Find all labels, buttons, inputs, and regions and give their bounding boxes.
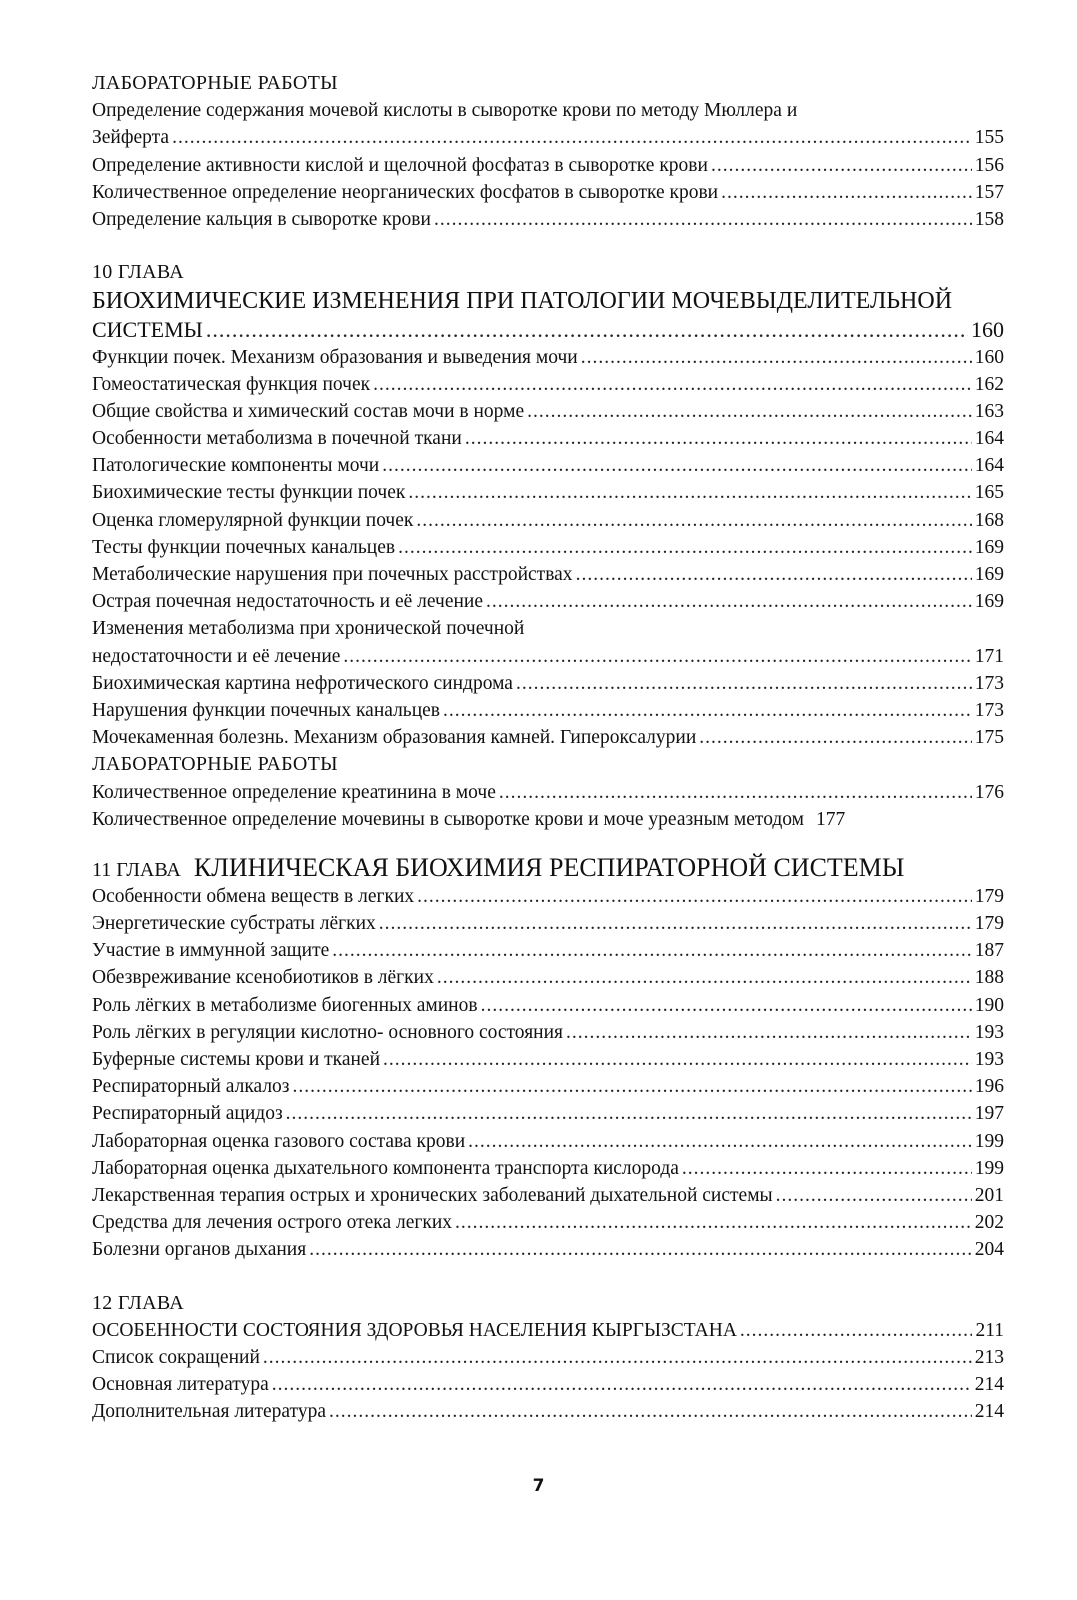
- entry-page: 164: [974, 428, 1004, 450]
- entry-title: Общие свойства и химический состав мочи в норме: [92, 400, 525, 422]
- entry-title: Дополнительная литература: [92, 1401, 326, 1423]
- entry-title: Гомеостатическая функция почек: [92, 373, 371, 395]
- section-gap: [92, 833, 1004, 853]
- entry-title: Мочекаменная болезнь. Механизм образования камней. Гипероксалурии: [92, 727, 697, 749]
- entry-page: 164: [974, 455, 1004, 477]
- toc-entry: [92, 206, 1004, 233]
- entry-title: Буферные системы крови и тканей: [92, 1049, 381, 1070]
- toc-entry: [92, 152, 1004, 179]
- entry-page: 157: [974, 181, 1004, 203]
- entry-page: 168: [974, 509, 1004, 531]
- table-of-contents: [92, 70, 1004, 1425]
- toc-entry: [92, 806, 1004, 833]
- entry-page: 176: [974, 781, 1004, 803]
- entry-title: Особенности метаболизма в почечной ткани: [92, 428, 462, 450]
- chapter-title: КЛИНИЧЕСКАЯ БИОХИМИЯ РЕСПИРАТОРНОЙ СИСТЕМЫ: [193, 852, 905, 882]
- page-number: 7: [532, 1476, 545, 1496]
- dot-leader: [332, 937, 971, 964]
- toc-entry: [92, 588, 1004, 615]
- entry-page: 193: [974, 1021, 1004, 1043]
- entry-title: Особенности обмена веществ в легких: [92, 885, 415, 907]
- dot-leader: [465, 425, 972, 452]
- dot-leader: [443, 697, 972, 724]
- entry-page: 169: [974, 591, 1004, 613]
- dot-leader: [373, 371, 972, 398]
- dot-leader: [516, 670, 972, 697]
- entry-page: 171: [974, 645, 1004, 667]
- dot-leader: [382, 452, 972, 479]
- entry-title: СИСТЕМЫ: [92, 317, 203, 343]
- entry-page: 160: [971, 317, 1004, 343]
- entry-title: Тесты функции почечных канальцев: [92, 536, 396, 558]
- toc-entry: [92, 479, 1004, 506]
- toc-entry: [92, 1209, 1004, 1236]
- entry-page: 169: [974, 564, 1004, 585]
- entry-title: Количественное определение мочевины в сыворотке крови и моче уреазным методом: [92, 808, 805, 830]
- dot-leader: [379, 910, 972, 937]
- entry-lead: Изменения метаболизма при хронической почечной: [92, 618, 525, 640]
- dot-leader: [206, 316, 968, 343]
- toc-entry: [92, 1344, 1004, 1371]
- toc-entry: [92, 534, 1004, 561]
- entry-title: Количественное определение неорганических фосфатов в сыворотке крови: [92, 181, 719, 203]
- dot-leader: [343, 643, 971, 670]
- entry-page: 188: [974, 967, 1004, 989]
- toc-entry: [92, 1398, 1004, 1425]
- chapter-title: БИОХИМИЧЕСКИЕ ИЗМЕНЕНИЯ ПРИ ПАТОЛОГИИ МОЧЕВЫДЕЛИТЕЛЬНОЙ: [92, 288, 953, 315]
- dot-leader: [499, 779, 972, 806]
- toc-entry: [92, 452, 1004, 479]
- dot-leader: [468, 1128, 972, 1155]
- entry-title: Острая почечная недостаточность и её лечение: [92, 591, 484, 613]
- dot-leader: [398, 534, 972, 561]
- toc-entry: [92, 344, 1004, 371]
- entry-page: 190: [974, 994, 1004, 1016]
- toc-entry: [92, 992, 1004, 1019]
- entry-title: Лабораторная оценка газового состава крови: [92, 1130, 466, 1152]
- dot-leader: [329, 1398, 972, 1425]
- toc-entry: [92, 670, 1004, 697]
- entry-title: Участие в иммунной защите: [92, 940, 330, 962]
- entry-page: 156: [974, 154, 1004, 176]
- entry-title: Нарушения функции почечных канальцев: [92, 699, 441, 721]
- dot-leader: [434, 206, 972, 233]
- entry-page: 155: [974, 127, 1004, 149]
- dot-leader: [293, 1073, 972, 1100]
- toc-entry: [92, 1073, 1004, 1100]
- dot-leader: [263, 1344, 972, 1371]
- toc-entry: [92, 507, 1004, 534]
- entry-page: 177: [816, 808, 846, 830]
- entry-page: 187: [974, 940, 1004, 962]
- toc-entry: [92, 883, 1004, 910]
- dot-leader: [711, 152, 972, 179]
- section-gap: [92, 1264, 1004, 1290]
- section-gap: [92, 233, 1004, 259]
- entry-title: Роль лёгких в регуляции кислотно- основного состояния: [92, 1021, 563, 1043]
- entry-page: 197: [974, 1103, 1004, 1125]
- dot-leader: [416, 507, 971, 534]
- toc-entry: [92, 643, 1004, 670]
- chapter-label: 12 ГЛАВА: [92, 1291, 184, 1314]
- dot-leader: [172, 124, 972, 151]
- entry-title: Энергетические субстраты лёгких: [92, 913, 376, 935]
- section-heading: ЛАБОРАТОРНЫЕ РАБОТЫ: [92, 72, 338, 94]
- toc-entry: [92, 937, 1004, 964]
- toc-entry: [92, 425, 1004, 452]
- entry-title: недостаточности и её лечение: [92, 645, 341, 667]
- dot-leader: [527, 398, 972, 425]
- entry-title: Средства для лечения острого отека легких: [92, 1212, 453, 1234]
- toc-section-ch11: [92, 833, 1004, 1264]
- dot-leader: [383, 1046, 972, 1073]
- toc-entry: [92, 1046, 1004, 1073]
- dot-leader: [566, 1019, 972, 1046]
- entry-page: 193: [974, 1049, 1004, 1070]
- entry-title: Количественное определение креатинина в моче: [92, 781, 496, 803]
- toc-entry: [92, 1019, 1004, 1046]
- entry-page: 213: [974, 1346, 1004, 1368]
- entry-page: 214: [974, 1401, 1004, 1423]
- dot-leader: [740, 1317, 973, 1344]
- entry-title: Определение активности кислой и щелочной фосфатаз в сыворотке крови: [92, 154, 708, 176]
- entry-page: 173: [974, 699, 1004, 721]
- toc-section-s9-labs: [92, 70, 1004, 233]
- dot-leader: [408, 479, 971, 506]
- dot-leader: [437, 964, 972, 991]
- entry-title: Лекарственная терапия острых и хронических заболеваний дыхательной системы: [92, 1184, 773, 1206]
- toc-entry: [92, 1100, 1004, 1127]
- dot-leader: [272, 1371, 972, 1398]
- entry-page: 162: [974, 373, 1004, 395]
- entry-title: Список сокращений: [92, 1346, 260, 1368]
- entry-title: Определение кальция в сыворотке крови: [92, 208, 431, 230]
- toc-entry: [92, 124, 1004, 151]
- dot-leader: [455, 1209, 972, 1236]
- dot-leader: [576, 561, 972, 588]
- toc-entry: [92, 1155, 1004, 1182]
- toc-entry: [92, 371, 1004, 398]
- entry-title: Респираторный ацидоз: [92, 1103, 283, 1125]
- entry-page: 214: [974, 1374, 1004, 1396]
- dot-leader: [776, 1182, 972, 1209]
- toc-entry: [92, 1317, 1004, 1344]
- entry-page: 179: [974, 885, 1004, 907]
- entry-title: Патологические компоненты мочи: [92, 455, 380, 477]
- toc-entry: [92, 779, 1004, 806]
- entry-page: 165: [974, 482, 1004, 504]
- entry-title: Биохимическая картина нефротического синдрома: [92, 672, 513, 694]
- entry-title: ОСОБЕННОСТИ СОСТОЯНИЯ ЗДОРОВЬЯ НАСЕЛЕНИЯ КЫРГЫЗСТАНА: [92, 1319, 737, 1341]
- entry-page: 202: [974, 1212, 1004, 1234]
- toc-entry: [92, 561, 1004, 588]
- entry-page: 175: [974, 727, 1004, 749]
- chapter-heading: [92, 853, 1004, 883]
- dot-leader: [581, 344, 972, 371]
- dot-leader: [682, 1155, 972, 1182]
- toc-entry: [92, 1182, 1004, 1209]
- entry-page: 158: [974, 208, 1004, 230]
- entry-page: 160: [974, 346, 1004, 368]
- entry-page: 169: [974, 536, 1004, 558]
- section-heading: ЛАБОРАТОРНЫЕ РАБОТЫ: [92, 753, 338, 776]
- dot-leader: [699, 724, 971, 751]
- toc-entry: [92, 1371, 1004, 1398]
- toc-entry: [92, 697, 1004, 724]
- entry-title: Роль лёгких в метаболизме биогенных аминов: [92, 994, 478, 1016]
- entry-title: Болезни органов дыхания: [92, 1239, 307, 1261]
- entry-lead: Определение содержания мочевой кислоты в сыворотке крови по методу Мюллера и: [92, 100, 798, 122]
- entry-title: Оценка гломерулярной функции почек: [92, 509, 414, 531]
- entry-title: Зейферта: [92, 127, 170, 149]
- entry-page: 196: [974, 1076, 1004, 1098]
- toc-entry: [92, 964, 1004, 991]
- toc-section-ch12: [92, 1264, 1004, 1426]
- entry-page: 201: [974, 1184, 1004, 1206]
- toc-entry: [92, 724, 1004, 751]
- entry-title: Лабораторная оценка дыхательного компонента транспорта кислорода: [92, 1157, 679, 1179]
- toc-entry: [92, 179, 1004, 206]
- entry-page: 204: [974, 1239, 1004, 1261]
- entry-title: Функции почек. Механизм образования и выведения мочи: [92, 346, 578, 368]
- entry-title: Биохимические тесты функции почек: [92, 482, 406, 504]
- dot-leader: [486, 588, 972, 615]
- toc-entry: [92, 910, 1004, 937]
- toc-entry: [92, 1236, 1004, 1263]
- entry-page: 199: [974, 1130, 1004, 1152]
- entry-page: 179: [974, 913, 1004, 935]
- entry-page: 199: [974, 1157, 1004, 1179]
- toc-entry: [92, 398, 1004, 425]
- toc-section-ch10: [92, 233, 1004, 833]
- entry-title: Основная литература: [92, 1374, 269, 1396]
- chapter-label: 11 ГЛАВА: [92, 858, 181, 881]
- dot-leader: [309, 1236, 972, 1263]
- chapter-label: 10 ГЛАВА: [92, 261, 184, 284]
- dot-leader: [721, 179, 972, 206]
- entry-page: 163: [974, 400, 1004, 422]
- entry-title: Метаболические нарушения при почечных расстройствах: [92, 564, 573, 585]
- dot-leader: [417, 883, 972, 910]
- entry-page: 173: [974, 672, 1004, 694]
- dot-leader: [286, 1100, 972, 1127]
- entry-page: 211: [975, 1319, 1004, 1341]
- entry-title: Обезвреживание ксенобиотиков в лёгких: [92, 967, 434, 989]
- toc-entry: [92, 1128, 1004, 1155]
- entry-title: Респираторный алкалоз: [92, 1076, 290, 1098]
- chapter-title-end: [92, 316, 1004, 343]
- dot-leader: [481, 992, 972, 1019]
